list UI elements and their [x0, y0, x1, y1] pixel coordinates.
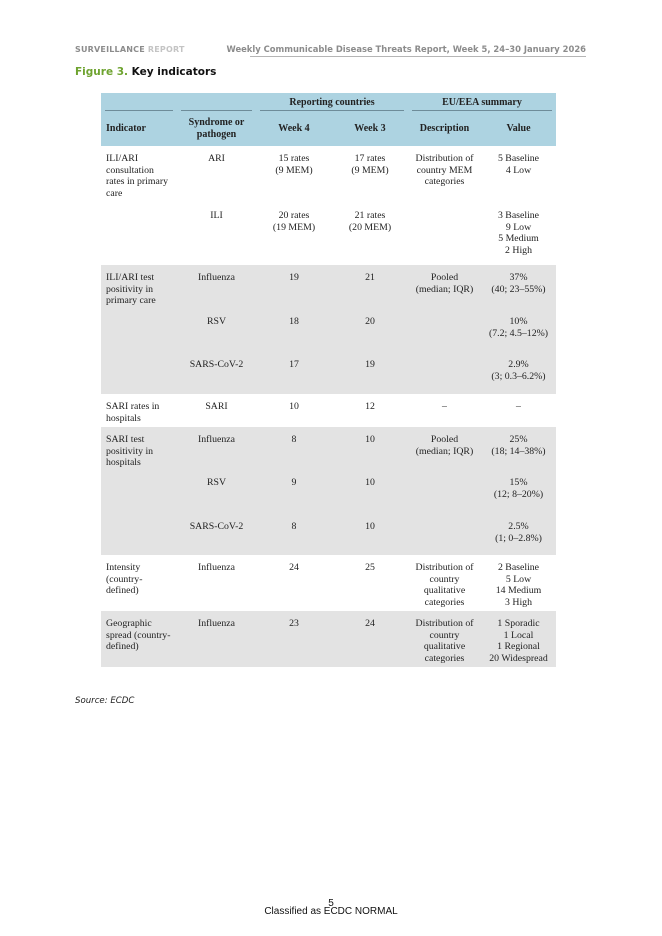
value-cell: 2.5% (1; 0–2.8%)	[481, 514, 556, 555]
indicator-cell: Geographic spread (country-defined)	[101, 611, 177, 667]
source-note: Source: ECDC	[75, 696, 135, 706]
description-cell: Distribution of country qualitative categories	[408, 611, 481, 667]
table-row	[101, 555, 556, 611]
col-header-indicator: Indicator	[101, 112, 177, 146]
table-row	[101, 427, 556, 470]
description-cell: Pooled (median; IQR)	[408, 427, 481, 555]
week4-cell: 10	[256, 394, 332, 427]
week3-cell: 24	[332, 611, 408, 667]
week3-cell: 21 rates (20 MEM)	[332, 203, 408, 265]
table-row	[101, 265, 556, 309]
group-header-eu-summary: EU/EEA summary	[408, 93, 556, 112]
week3-cell: 12	[332, 394, 408, 427]
pathogen-cell: Influenza	[177, 265, 256, 309]
description-cell: Distribution of country qualitative categories	[408, 555, 481, 611]
group-header-blank-2	[177, 93, 256, 112]
week3-cell: 20	[332, 309, 408, 352]
value-cell: 2 Baseline 5 Low 14 Medium 3 High	[481, 555, 556, 611]
col-header-description: Description	[408, 112, 481, 146]
value-cell: 25% (18; 14–38%)	[481, 427, 556, 470]
value-cell: 10% (7.2; 4.5–12%)	[481, 309, 556, 352]
week3-cell: 25	[332, 555, 408, 611]
pathogen-cell: Influenza	[177, 555, 256, 611]
col-header-week3: Week 3	[332, 112, 408, 146]
page-number: 5	[328, 898, 334, 909]
week4-cell: 19	[256, 265, 332, 309]
week4-cell: 24	[256, 555, 332, 611]
pathogen-cell: RSV	[177, 309, 256, 352]
value-cell: 37% (40; 23–55%)	[481, 265, 556, 309]
indicator-cell: ILI/ARI test positivity in primary care	[101, 265, 177, 394]
col-header-pathogen: Syndrome or pathogen	[177, 112, 256, 146]
week4-cell: 15 rates (9 MEM)	[256, 146, 332, 203]
pathogen-cell: RSV	[177, 470, 256, 514]
table-row	[101, 611, 556, 667]
report-title: Weekly Communicable Disease Threats Report, Week 5, 24–30 January 2026	[226, 44, 586, 54]
pathogen-cell: ILI	[177, 203, 256, 265]
table-body	[101, 146, 556, 667]
table-group-header-row	[101, 93, 556, 112]
indicator-cell: Intensity (country-defined)	[101, 555, 177, 611]
value-cell: –	[481, 394, 556, 427]
description-cell: Pooled (median; IQR)	[408, 265, 481, 394]
week3-cell: 17 rates (9 MEM)	[332, 146, 408, 203]
indicator-cell: SARI rates in hospitals	[101, 394, 177, 427]
week4-cell: 9	[256, 470, 332, 514]
value-cell: 1 Sporadic 1 Local 1 Regional 20 Widespread	[481, 611, 556, 667]
indicator-cell: SARI test positivity in hospitals	[101, 427, 177, 555]
week4-cell: 23	[256, 611, 332, 667]
figure-caption	[75, 66, 216, 78]
report-type-label: SURVEILLANCE REPORT	[75, 45, 185, 54]
table-row	[101, 394, 556, 427]
classification-label: Classified as ECDC NORMAL	[264, 906, 398, 917]
week3-cell: 19	[332, 352, 408, 394]
group-header-blank-1	[101, 93, 177, 112]
figure-title: Key indicators	[131, 66, 217, 78]
week3-cell: 10	[332, 470, 408, 514]
description-cell: Distribution of country MEM categories	[408, 146, 481, 265]
col-header-value: Value	[481, 112, 556, 146]
value-cell: 5 Baseline 4 Low	[481, 146, 556, 203]
group-header-reporting-countries: Reporting countries	[256, 93, 408, 112]
pathogen-cell: SARS-CoV-2	[177, 352, 256, 394]
week4-cell: 8	[256, 514, 332, 555]
week4-cell: 20 rates (19 MEM)	[256, 203, 332, 265]
figure-number: Figure 3.	[75, 66, 129, 78]
pathogen-cell: SARS-CoV-2	[177, 514, 256, 555]
value-cell: 15% (12; 8–20%)	[481, 470, 556, 514]
pathogen-cell: Influenza	[177, 611, 256, 667]
indicator-cell: ILI/ARI consultation rates in primary care	[101, 146, 177, 265]
pathogen-cell: Influenza	[177, 427, 256, 470]
value-cell: 2.9% (3; 0.3–6.2%)	[481, 352, 556, 394]
table-row	[101, 146, 556, 203]
week4-cell: 8	[256, 427, 332, 470]
description-cell: –	[408, 394, 481, 427]
pathogen-cell: ARI	[177, 146, 256, 203]
week3-cell: 10	[332, 514, 408, 555]
week4-cell: 17	[256, 352, 332, 394]
col-header-week4: Week 4	[256, 112, 332, 146]
value-cell: 3 Baseline 9 Low 5 Medium 2 High	[481, 203, 556, 265]
week3-cell: 21	[332, 265, 408, 309]
week3-cell: 10	[332, 427, 408, 470]
pathogen-cell: SARI	[177, 394, 256, 427]
table-column-header-row	[101, 112, 556, 146]
week4-cell: 18	[256, 309, 332, 352]
key-indicators-table	[101, 93, 556, 667]
header-rule	[250, 56, 586, 57]
